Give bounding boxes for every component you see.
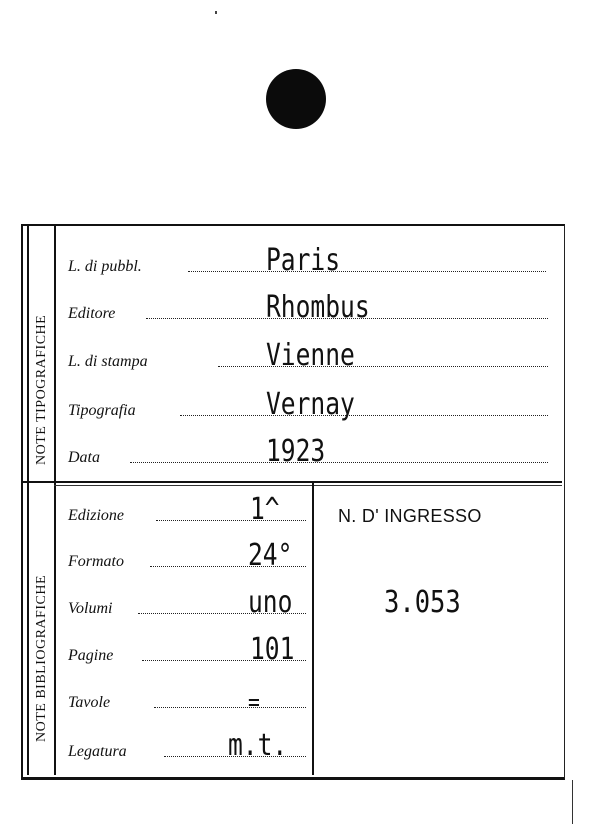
dotted-line [188,271,546,272]
paper-speck [215,11,217,14]
field-label: Tavole [68,694,111,711]
dotted-line [180,415,548,416]
dotted-line [154,707,306,708]
ingresso-number: 3.053 [384,585,461,620]
section-label-bibliografiche: NOTE BIBLIOGRAFICHE [34,575,49,742]
field-label: Data [68,449,100,466]
field-value: Vernay [266,387,355,422]
field-value: = [248,688,260,716]
section-divider [21,481,562,483]
field-value: Rhombus [266,290,370,325]
field-value: 101 [250,632,295,667]
field-label: L. di pubbl. [68,258,142,275]
ingresso-title: N. D' INGRESSO [338,506,482,526]
field-label: Formato [68,553,124,570]
field-value: 1923 [266,434,326,469]
field-label: Pagine [68,647,114,664]
field-value: Vienne [266,338,355,373]
field-label: Tipografia [68,402,136,419]
dotted-line [130,462,548,463]
field-label: Edizione [68,507,124,524]
field-row-luogo-pubblicazione [68,243,548,278]
edge-line [572,780,573,824]
field-row-tipografia [68,387,550,422]
section-divider-thin [54,485,562,486]
punch-hole [266,69,326,129]
field-value: 24° [248,538,293,573]
field-row-formato [68,538,308,573]
section-label-tipografiche: NOTE TIPOGRAFICHE [34,314,49,465]
ingresso-divider [312,483,314,775]
card-inner-border [27,224,29,775]
field-label: Legatura [68,743,127,760]
field-row-luogo-stampa [68,338,550,373]
dotted-line [156,520,306,521]
field-row-legatura [68,728,308,763]
field-row-pagine [68,632,308,667]
card-label-column-border [54,224,56,775]
field-row-data [68,434,550,469]
field-row-tavole [68,682,308,716]
field-value: m.t. [228,728,288,763]
field-value: Paris [266,243,341,278]
field-label: Editore [68,305,116,322]
field-row-volumi [68,585,308,620]
field-row-editore [68,290,550,325]
field-label: Volumi [68,600,113,617]
field-value: uno [248,585,293,620]
field-label: L. di stampa [68,353,148,370]
field-value: 1^ [250,492,280,527]
field-row-edizione [68,492,308,527]
